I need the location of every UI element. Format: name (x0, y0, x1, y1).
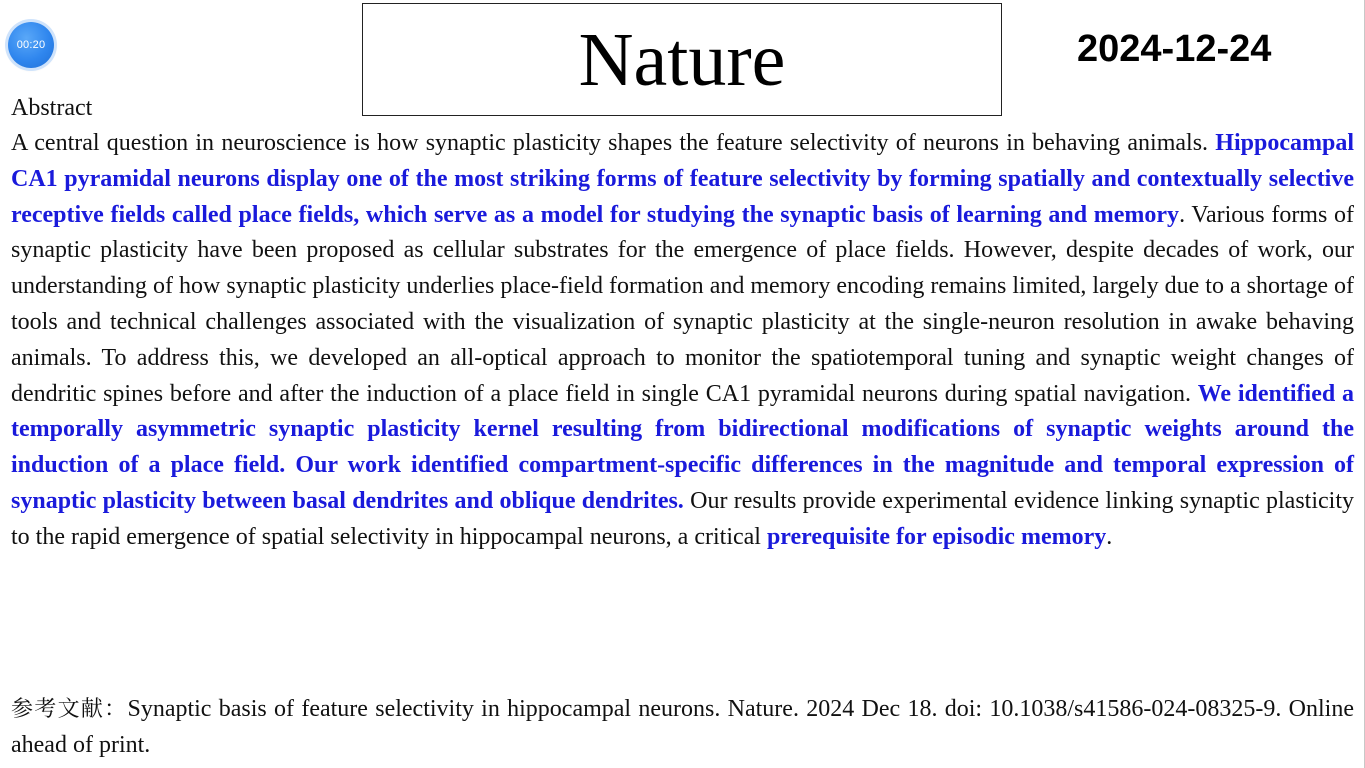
abstract-body (11, 126, 1354, 556)
abstract-text: Our results provide experimental evidence linking synaptic plasticity to the rapid emergence of spatial selectivity in hippocampal neurons, a critical (11, 487, 1354, 550)
timer-badge[interactable] (8, 22, 54, 68)
journal-title-box (362, 3, 1002, 116)
publication-date: 2024-12-24 (1077, 28, 1272, 70)
reference (11, 692, 1354, 764)
abstract-text: A central question in neuroscience is how synaptic plasticity shapes the feature selectivity of neurons in behaving animals. (11, 130, 1216, 156)
timer-text: 00:20 (16, 39, 46, 51)
reference-text: Synaptic basis of feature selectivity in hippocampal neurons. Nature. 2024 Dec 18. doi: 10.1038/s41586-024-08325-9. Online ahead of print. (11, 696, 1354, 758)
abstract-text: . (1106, 523, 1113, 550)
abstract-highlight: prerequisite for episodic memory (766, 523, 1107, 550)
abstract-highlight: We identified a temporally asymmetric synaptic plasticity kernel resulting from bidirectional modifications of synaptic weights around the induction of a place field. Our work identified compartment-specific differences in the magnitude and temporal expression of synaptic plasticity between basal dendrites and oblique dendrites. (11, 380, 1354, 514)
abstract-highlight: Hippocampal CA1 pyramidal neurons display one of the most striking forms of feature selectivity by forming spatially and contextually selective receptive fields called place fields, which serve as a model for studying the synaptic basis of learning and memory (11, 130, 1354, 228)
abstract-heading: Abstract (11, 95, 93, 121)
reference-label: 参考文献： (11, 697, 128, 722)
abstract-text: . Various forms of synaptic plasticity have been proposed as cellular substrates for the emergence of place fields. However, despite decades of work, our understanding of how synaptic plasticity underlies place-field formation and memory encoding remains limited, largely due to a shortage of tools and technical challenges associated with the visualization of synaptic plasticity at the single-neuron resolution in awake behaving animals. To address this, we developed an all-optical approach to monitor the spatiotemporal tuning and synaptic weight changes of dendritic spines before and after the induction of a place field in single CA1 pyramidal neurons during spatial navigation. (11, 201, 1354, 407)
journal-title: Nature (578, 17, 786, 102)
